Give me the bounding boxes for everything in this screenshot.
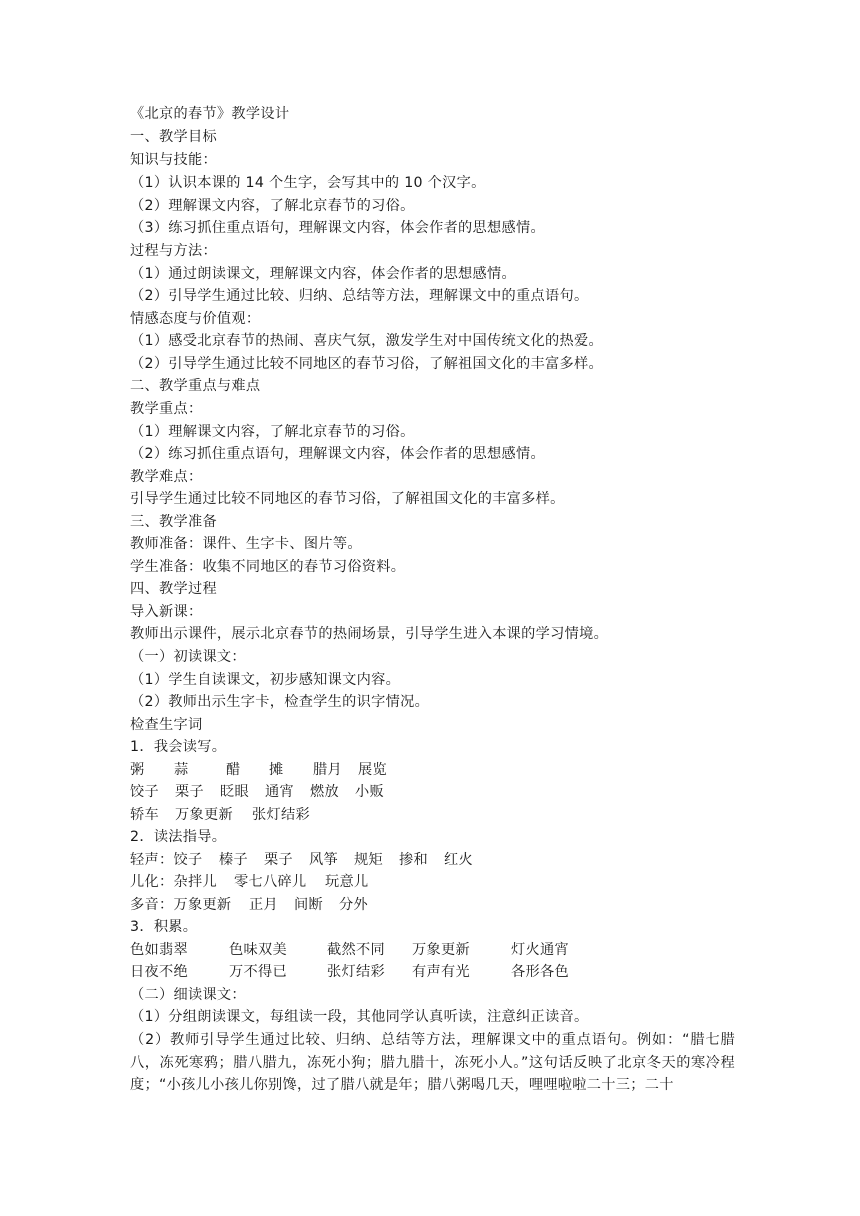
subheading: 2．读法指导。	[130, 829, 227, 845]
word-item: 截然不同	[327, 942, 385, 958]
word-item: 色味双美	[229, 942, 287, 958]
word-item: 轿车	[130, 807, 159, 823]
subheading: 检查生字词	[130, 717, 203, 733]
word-item: 榛子	[219, 852, 248, 868]
text-line: （1）认识本课的 14 个生字，会写其中的 10 个汉字。	[130, 175, 486, 191]
word-item: 腊月	[313, 762, 342, 778]
word-row	[130, 961, 569, 983]
subheading: 教学难点：	[130, 469, 203, 485]
word-item: 掺和	[399, 852, 428, 868]
word-item: 眨眼	[220, 784, 249, 800]
word-item: 日夜不绝	[130, 964, 188, 980]
text-line: （1）分组朗读课文，每组读一段，其他同学认真听读，注意纠正读音。	[130, 1009, 589, 1025]
word-item: 万不得已	[229, 964, 287, 980]
subheading: 导入新课：	[130, 604, 203, 620]
word-item: 栗子	[264, 852, 293, 868]
text-line: 学生准备：收集不同地区的春节习俗资料。	[130, 559, 406, 575]
section-heading: 一、教学目标	[130, 129, 217, 145]
subheading: 3．积累。	[130, 919, 198, 935]
word-item: 多音：万象更新	[130, 897, 232, 913]
word-item: 有声有光	[412, 964, 470, 980]
subheading: 知识与技能：	[130, 152, 217, 168]
text-line: 引导学生通过比较不同地区的春节习俗，了解祖国文化的丰富多样。	[130, 491, 565, 507]
text-line: （1）通过朗读课文，理解课文内容，体会作者的思想感情。	[130, 266, 517, 282]
text-line: （2）理解课文内容，了解北京春节的习俗。	[130, 198, 415, 214]
text-line: （1）感受北京春节的热闹、喜庆气氛，激发学生对中国传统文化的热爱。	[130, 333, 603, 349]
subheading: 情感态度与价值观：	[130, 311, 261, 327]
word-item: 饺子	[130, 784, 159, 800]
text-line: 教师准备：课件、生字卡、图片等。	[130, 536, 362, 552]
word-item: 轻声：饺子	[130, 852, 203, 868]
section-heading: 二、教学重点与难点	[130, 378, 261, 394]
paragraph: （2）教师引导学生通过比较、归纳、总结等方法，理解课文中的重点语句。例如：“腊七腊八，冻死寒鸦；腊八腊九，冻死小狗；腊九腊十，冻死小人。”这句话反映了北京冬天的寒冷程度；“小孩儿小孩儿你别馋，过了腊八就是年；腊八粥喝几天，哩哩啦啦二十三；二十	[130, 1032, 735, 1093]
subheading: （二）细读课文：	[130, 987, 246, 1003]
word-item: 小贩	[355, 784, 384, 800]
word-item: 万象更新	[412, 942, 470, 958]
word-row	[130, 894, 368, 916]
word-item: 灯火通宵	[511, 942, 569, 958]
word-item: 分外	[339, 897, 368, 913]
word-item: 间断	[294, 897, 323, 913]
word-item: 风筝	[309, 852, 338, 868]
subheading: （一）初读课文：	[130, 649, 246, 665]
text-line: （3）练习抓住重点语句，理解课文内容，体会作者的思想感情。	[130, 220, 545, 236]
section-heading: 四、教学过程	[130, 581, 217, 597]
subheading: 1．我会读写。	[130, 739, 227, 755]
word-row	[130, 781, 384, 803]
word-row	[130, 849, 473, 871]
word-item: 栗子	[175, 784, 204, 800]
section-heading: 三、教学准备	[130, 514, 217, 530]
word-item: 各形各色	[511, 964, 569, 980]
text-line: （2）引导学生通过比较不同地区的春节习俗，了解祖国文化的丰富多样。	[130, 356, 603, 372]
subheading: 过程与方法：	[130, 243, 217, 259]
word-item: 万象更新	[175, 807, 233, 823]
word-item: 蒜	[174, 762, 189, 778]
word-item: 摊	[269, 762, 284, 778]
text-line: （2）教师出示生字卡，检查学生的识字情况。	[130, 694, 430, 710]
word-item: 张灯结彩	[327, 964, 385, 980]
word-row	[130, 759, 387, 781]
word-item: 粥	[130, 762, 145, 778]
word-item: 玩意儿	[325, 874, 369, 890]
word-item: 色如翡翠	[130, 942, 188, 958]
text-line: （1）理解课文内容，了解北京春节的习俗。	[130, 424, 415, 440]
document-title: 《北京的春节》教学设计	[130, 106, 290, 122]
word-item: 红火	[444, 852, 473, 868]
word-item: 正月	[249, 897, 278, 913]
text-line: 教师出示课件，展示北京春节的热闹场景，引导学生进入本课的学习情境。	[130, 626, 609, 642]
word-row	[130, 939, 569, 961]
text-line: （2）练习抓住重点语句，理解课文内容，体会作者的思想感情。	[130, 446, 545, 462]
word-item: 儿化：杂拌儿	[130, 874, 217, 890]
text-line: （1）学生自读课文，初步感知课文内容。	[130, 672, 401, 688]
word-row	[130, 804, 310, 826]
word-item: 醋	[226, 762, 241, 778]
word-item: 燃放	[310, 784, 339, 800]
word-item: 张灯结彩	[252, 807, 310, 823]
word-item: 展览	[358, 762, 387, 778]
text-line: （2）引导学生通过比较、归纳、总结等方法，理解课文中的重点语句。	[130, 288, 589, 304]
word-item: 零七八碎儿	[234, 874, 307, 890]
subheading: 教学重点：	[130, 401, 203, 417]
word-item: 通宵	[265, 784, 294, 800]
word-row	[130, 871, 368, 893]
word-item: 规矩	[354, 852, 383, 868]
